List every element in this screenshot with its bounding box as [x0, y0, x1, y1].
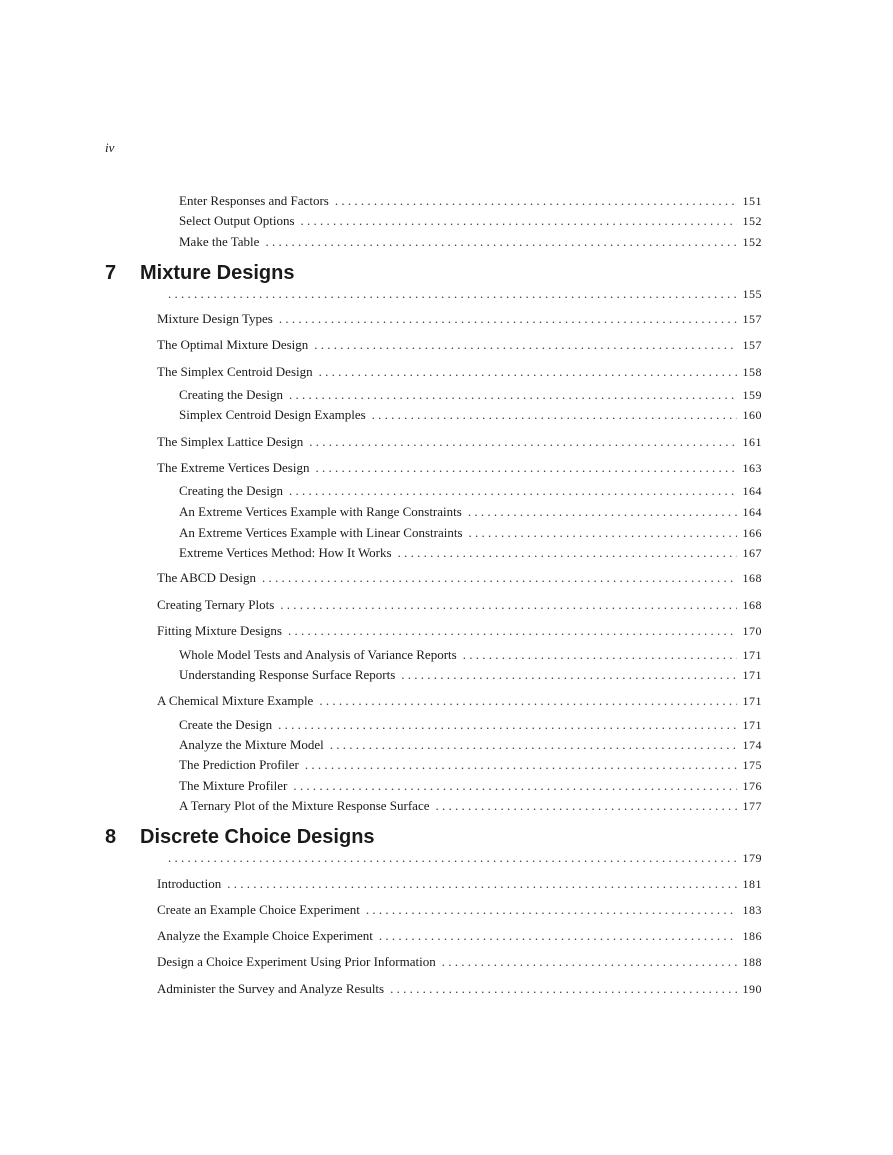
toc-entry-page: 151 — [742, 194, 762, 208]
toc-entry-page: 170 — [742, 624, 762, 638]
toc-entry[interactable] — [179, 193, 762, 210]
toc-entry-label: Analyze the Mixture Model — [179, 737, 324, 752]
toc-entry-label: Design a Choice Experiment Using Prior Information — [157, 954, 436, 969]
leader-dots — [227, 876, 736, 892]
toc-entry-label: The Optimal Mixture Design — [157, 337, 309, 352]
chapter-title: Discrete Choice Designs — [140, 826, 375, 848]
toc-entry-label: A Ternary Plot of the Mixture Response Surface — [179, 798, 430, 813]
toc-entry-label: An Extreme Vertices Example with Linear Constraints — [179, 525, 463, 540]
leader-dots — [289, 387, 737, 403]
toc-entry-label: Creating the Design — [179, 483, 283, 498]
chapter-page-line[interactable] — [168, 286, 762, 303]
leader-dots — [319, 693, 736, 709]
leader-dots — [314, 337, 736, 353]
toc-entry-page: 171 — [742, 694, 762, 708]
toc-entry-page: 159 — [742, 388, 762, 402]
chapter-page: 179 — [742, 851, 762, 865]
toc-entry-page: 175 — [742, 758, 762, 772]
toc-entry-page: 158 — [742, 365, 762, 379]
toc-entry-page: 164 — [742, 505, 762, 519]
leader-dots — [436, 798, 737, 814]
toc-entry-label: Create an Example Choice Experiment — [157, 902, 360, 917]
chapter-number: 7 — [105, 262, 117, 284]
toc-entry[interactable] — [179, 234, 762, 251]
toc-entry-label: Simplex Centroid Design Examples — [179, 407, 366, 422]
toc-entry[interactable] — [179, 407, 762, 424]
leader-dots — [442, 954, 737, 970]
toc-entry-page: 171 — [742, 668, 762, 682]
toc-entry-page: 168 — [742, 598, 762, 612]
leader-dots — [278, 717, 736, 733]
leader-dots — [288, 623, 737, 639]
leader-dots — [315, 460, 736, 476]
leader-dots — [398, 545, 737, 561]
toc-entry-label: A Chemical Mixture Example — [157, 693, 314, 708]
toc-entry-label: The Simplex Lattice Design — [157, 434, 304, 449]
toc-entry-page: 164 — [742, 484, 762, 498]
toc-entry[interactable] — [179, 778, 762, 795]
toc-entry-label: Create the Design — [179, 717, 273, 732]
toc-entry-page: 183 — [742, 903, 762, 917]
toc-entry-label: The Simplex Centroid Design — [157, 364, 313, 379]
toc-entry[interactable] — [157, 311, 762, 328]
toc-entry-page: 152 — [742, 235, 762, 249]
toc-entry-label: An Extreme Vertices Example with Range Constraints — [179, 504, 462, 519]
toc-entry[interactable] — [179, 798, 762, 815]
toc-entry-page: 177 — [742, 799, 762, 813]
toc-entry-page: 168 — [742, 571, 762, 585]
toc-entry-label: The Prediction Profiler — [179, 757, 299, 772]
toc-entry-label: Understanding Response Surface Reports — [179, 667, 396, 682]
toc-entry-label: Select Output Options — [179, 213, 295, 228]
leader-dots — [366, 902, 737, 918]
leader-dots — [309, 434, 736, 450]
toc-entry-page: 188 — [742, 955, 762, 969]
leader-dots — [301, 213, 737, 229]
leader-dots — [293, 778, 736, 794]
chapter-page: 155 — [742, 287, 762, 301]
chapter-heading[interactable] — [105, 262, 294, 285]
toc-entry[interactable] — [179, 545, 762, 562]
toc-entry[interactable] — [157, 928, 762, 945]
chapter-number: 8 — [105, 826, 117, 848]
toc-entry[interactable] — [179, 717, 762, 734]
toc-entry-page: 176 — [742, 779, 762, 793]
toc-entry[interactable] — [157, 902, 762, 919]
toc-entry-page: 166 — [742, 526, 762, 540]
leader-dots — [168, 286, 737, 302]
toc-entry-label: Mixture Design Types — [157, 311, 273, 326]
toc-entry-label: Introduction — [157, 876, 222, 891]
toc-entry-page: 171 — [742, 648, 762, 662]
leader-dots — [372, 407, 737, 423]
chapter-heading[interactable] — [105, 826, 375, 849]
leader-dots — [335, 193, 737, 209]
toc-entry[interactable] — [157, 876, 762, 893]
toc-entry-page: 186 — [742, 929, 762, 943]
toc-entry-label: Enter Responses and Factors — [179, 193, 329, 208]
toc-entry[interactable] — [179, 737, 762, 754]
toc-entry[interactable] — [157, 570, 762, 587]
toc-entry[interactable] — [179, 525, 762, 542]
toc-entry[interactable] — [179, 667, 762, 684]
leader-dots — [379, 928, 737, 944]
toc-entry[interactable] — [157, 954, 762, 971]
leader-dots — [319, 364, 737, 380]
leader-dots — [305, 757, 737, 773]
leader-dots — [463, 647, 737, 663]
toc-entry[interactable] — [179, 213, 762, 230]
toc-entry[interactable] — [157, 597, 762, 614]
leader-dots — [468, 504, 737, 520]
toc-entry-label: Creating Ternary Plots — [157, 597, 275, 612]
leader-dots — [280, 597, 736, 613]
toc-entry[interactable] — [157, 981, 762, 998]
toc-entry-page: 190 — [742, 982, 762, 996]
toc-entry-label: The Mixture Profiler — [179, 778, 288, 793]
toc-entry[interactable] — [157, 337, 762, 354]
toc-entry[interactable] — [179, 504, 762, 521]
chapter-title: Mixture Designs — [140, 262, 295, 284]
toc-entry-page: 167 — [742, 546, 762, 560]
toc-entry[interactable] — [179, 387, 762, 404]
toc-entry-page: 152 — [742, 214, 762, 228]
leader-dots — [168, 850, 737, 866]
toc-entry[interactable] — [157, 693, 762, 710]
toc-entry-label: The Extreme Vertices Design — [157, 460, 310, 475]
toc-entry-page: 171 — [742, 718, 762, 732]
page-number: iv — [105, 140, 115, 155]
toc-entry-label: Administer the Survey and Analyze Results — [157, 981, 385, 996]
toc-entry-label: Make the Table — [179, 234, 260, 249]
toc-entry-label: Analyze the Example Choice Experiment — [157, 928, 373, 943]
leader-dots — [390, 981, 736, 997]
toc-entry-page: 181 — [742, 877, 762, 891]
leader-dots — [469, 525, 737, 541]
toc-entry[interactable] — [157, 434, 762, 451]
leader-dots — [289, 483, 737, 499]
toc-entry[interactable] — [179, 647, 762, 664]
toc-entry-page: 157 — [742, 338, 762, 352]
toc-entry-page: 174 — [742, 738, 762, 752]
leader-dots — [401, 667, 736, 683]
leader-dots — [262, 570, 737, 586]
toc-entry[interactable] — [157, 623, 762, 640]
toc-entry-label: Fitting Mixture Designs — [157, 623, 282, 638]
toc-entry[interactable] — [157, 460, 762, 477]
toc-entry-label: Creating the Design — [179, 387, 283, 402]
toc-entry-page: 161 — [742, 435, 762, 449]
leader-dots — [265, 234, 736, 250]
leader-dots — [330, 737, 737, 753]
toc-entry-page: 163 — [742, 461, 762, 475]
chapter-page-line[interactable] — [168, 850, 762, 867]
toc-entry-page: 157 — [742, 312, 762, 326]
toc-entry-label: The ABCD Design — [157, 570, 256, 585]
toc-entry[interactable] — [157, 364, 762, 381]
leader-dots — [279, 311, 737, 327]
toc-entry-label: Whole Model Tests and Analysis of Variance Reports — [179, 647, 457, 662]
toc-entry[interactable] — [179, 483, 762, 500]
toc-entry-page: 160 — [742, 408, 762, 422]
toc-entry-label: Extreme Vertices Method: How It Works — [179, 545, 392, 560]
toc-entry[interactable] — [179, 757, 762, 774]
